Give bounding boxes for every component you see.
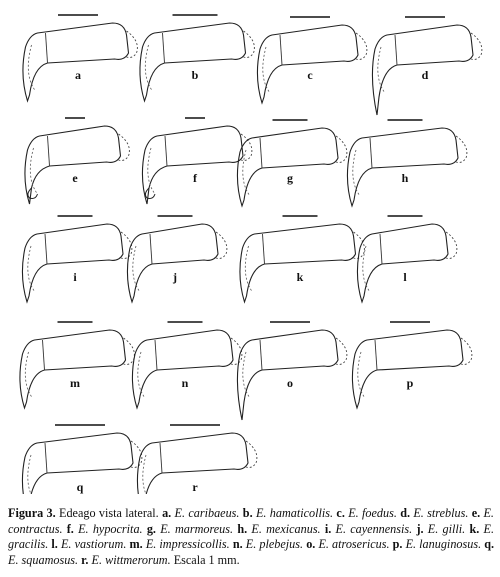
- panel-label: f: [193, 171, 197, 185]
- caption-entry-species: E. vastiorum.: [60, 537, 127, 551]
- aedeagus-outline: [22, 224, 123, 302]
- panel-label: i: [73, 270, 77, 284]
- suture-line: [380, 234, 382, 264]
- suture-line: [260, 340, 262, 370]
- aedeagus-outline: [20, 330, 126, 408]
- panel-label: b: [191, 68, 199, 82]
- panel-label: m: [70, 376, 80, 390]
- suture-line: [375, 340, 377, 370]
- aedeagus-outline: [240, 224, 356, 302]
- suture-line: [45, 234, 47, 264]
- suture-line: [46, 33, 48, 63]
- caption-entry-letter: f.: [62, 521, 79, 536]
- caption-entry-species: E. gracilis.: [8, 521, 495, 551]
- caption-entry-letter: e.: [468, 506, 484, 520]
- caption-title: Edeago vista lateral.: [59, 506, 159, 520]
- caption-entry-letter: b.: [239, 506, 256, 520]
- suture-line: [48, 136, 50, 166]
- caption-entry-letter: i.: [320, 521, 336, 536]
- suture-line: [163, 33, 165, 63]
- caption-scale: Escala 1 mm.: [173, 552, 240, 567]
- suture-line: [395, 35, 397, 65]
- caption-entry-letter: p.: [389, 537, 406, 551]
- caption-entry-letter: a.: [162, 506, 175, 520]
- caption-entry-letter: m.: [126, 537, 146, 551]
- suture-line: [280, 35, 282, 65]
- caption-entry-species: E. plebejus.: [245, 537, 304, 551]
- caption-entry-species: E. streblus.: [413, 506, 469, 520]
- caption-entry-species: E. cayennensis.: [335, 521, 413, 536]
- panel-label: a: [75, 68, 81, 82]
- basal-lobe: [143, 455, 150, 494]
- caption-entry-letter: k.: [465, 521, 484, 536]
- caption-entry-species: E. mexicanus.: [251, 521, 321, 536]
- caption-entry-letter: o.: [303, 537, 319, 551]
- caption-entry-letter: c.: [333, 506, 349, 520]
- caption-entry-species: E. gilli.: [427, 521, 466, 536]
- caption-entry-species: E. impressicollis.: [145, 537, 230, 551]
- aedeagus-outline: [357, 224, 448, 302]
- caption-entry-letter: d.: [396, 506, 414, 520]
- panel-label: c: [307, 68, 313, 82]
- aedeagus-outline: [257, 25, 358, 103]
- suture-line: [260, 138, 262, 168]
- hook-tip: [145, 188, 155, 199]
- panel-label: h: [401, 171, 409, 185]
- suture-line: [370, 138, 372, 168]
- caption-entry-species: E. wittmerorum.: [91, 552, 171, 567]
- aedeagus-outline: [142, 126, 243, 204]
- panel-label: k: [296, 270, 304, 284]
- caption-entry-species: E. contractus.: [8, 506, 494, 536]
- panel-label: d: [421, 68, 429, 82]
- hook-tip: [28, 188, 38, 199]
- caption-entry-species: E. squamosus.: [8, 552, 79, 567]
- panel-label: q: [76, 480, 84, 494]
- suture-line: [160, 443, 162, 473]
- panel-label: r: [192, 480, 198, 494]
- suture-line: [150, 234, 152, 264]
- caption-entry-species: E. lanuginosus.: [405, 537, 482, 551]
- suture-line: [155, 340, 157, 370]
- caption-entry-letter: n.: [229, 537, 246, 551]
- caption-entry-letter: g.: [142, 521, 161, 536]
- aedeagus-outline: [23, 23, 129, 101]
- aedeagus-outline: [140, 23, 246, 101]
- panel-label: g: [287, 171, 293, 185]
- caption-entry-letter: j.: [412, 521, 428, 536]
- aedeagus-outline: [127, 224, 218, 302]
- caption-entry-letter: q.: [481, 537, 495, 551]
- basal-lobe: [28, 455, 35, 494]
- caption-entry-species: E. hamaticollis.: [255, 506, 334, 520]
- panel-label: j: [173, 270, 177, 284]
- caption-entry-species: E. marmoreus.: [160, 521, 234, 536]
- suture-line: [263, 234, 265, 264]
- panel-label: e: [72, 171, 78, 185]
- suture-line: [43, 340, 45, 370]
- aedeagus-outline: [237, 128, 338, 206]
- caption-entry-species: E. hypocrita.: [78, 521, 143, 536]
- caption-entry-letter: h.: [233, 521, 252, 536]
- aedeagus-outline: [352, 330, 463, 408]
- suture-line: [165, 136, 167, 166]
- panel-label: l: [403, 270, 407, 284]
- panel-label: o: [287, 376, 293, 390]
- aedeagus-outline: [25, 126, 121, 204]
- caption-entry-species: E. atrosericus.: [318, 537, 390, 551]
- caption-entry-letter: l.: [48, 537, 61, 551]
- figure-caption: [8, 506, 494, 568]
- suture-line: [45, 443, 47, 473]
- figure-label: Figura 3.: [8, 506, 56, 520]
- caption-entry-letter: r.: [78, 552, 92, 567]
- caption-entry-species: E. caribaeus.: [174, 506, 240, 520]
- panel-label: n: [181, 376, 189, 390]
- caption-entry-species: E. foedus.: [348, 506, 397, 520]
- aedeagus-outline: [347, 128, 458, 206]
- panel-label: p: [406, 376, 414, 390]
- aedeagus-outline: [237, 330, 338, 420]
- aedeagus-outline: [132, 330, 233, 408]
